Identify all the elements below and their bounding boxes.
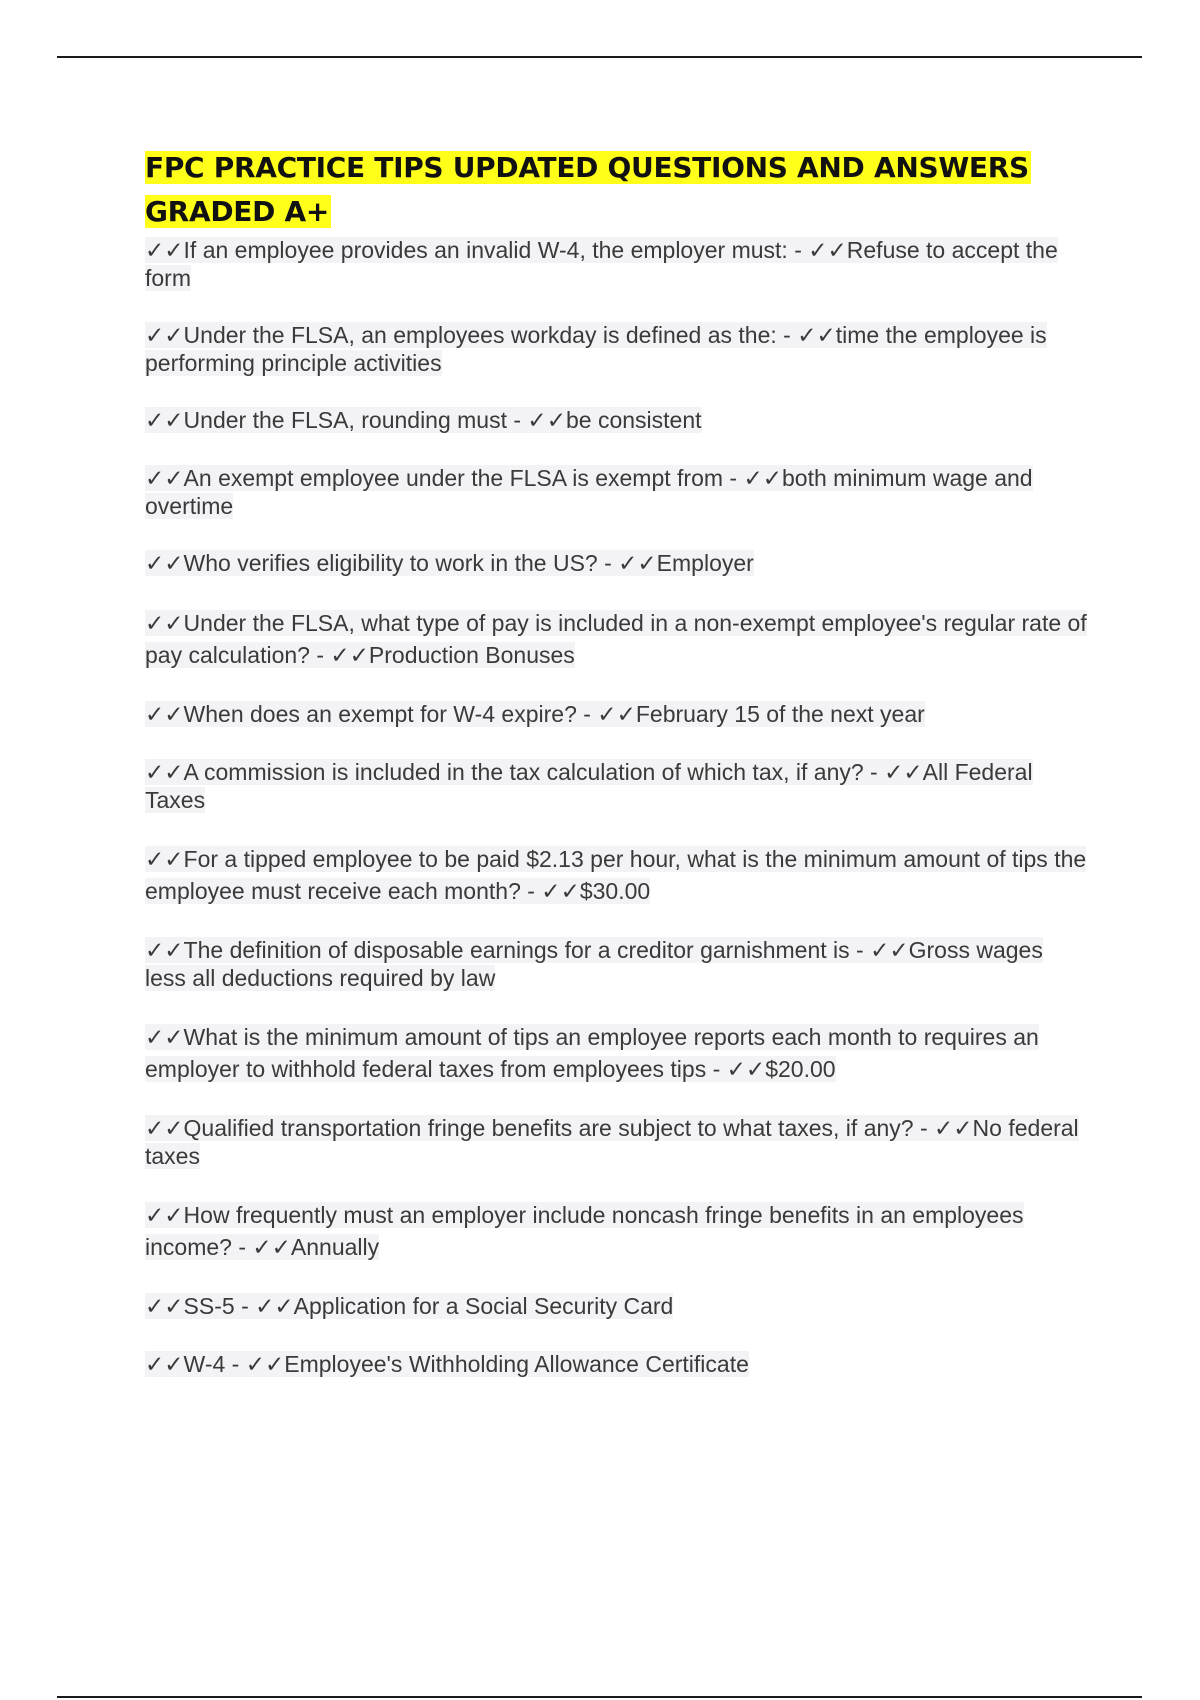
qa-item: ✓✓When does an exempt for W-4 expire? - ✓✓February 15 of the next year [145,701,925,727]
qa-item: ✓✓If an employee provides an invalid W-4, the employer must: - ✓✓Refuse to accept the form [145,237,1058,291]
qa-item: ✓✓For a tipped employee to be paid $2.13 per hour, what is the minimum amount of tips the employee must receive each month? - ✓✓$30.00 [145,846,1087,904]
top-rule [57,56,1142,58]
qa-item: ✓✓SS-5 - ✓✓Application for a Social Security Card [145,1293,674,1319]
qa-item: ✓✓What is the minimum amount of tips an employee reports each month to requires an employer to withhold federal taxes from employees tips - ✓✓$20.00 [145,1024,1039,1082]
qa-item: ✓✓Under the FLSA, an employees workday is defined as the: - ✓✓time the employee is performing principle activities [145,322,1047,376]
qa-item: ✓✓W-4 - ✓✓Employee's Withholding Allowance Certificate [145,1351,749,1377]
qa-item: ✓✓Under the FLSA, rounding must - ✓✓be consistent [145,407,702,433]
qa-item: ✓✓An exempt employee under the FLSA is exempt from - ✓✓both minimum wage and overtime [145,465,1033,519]
qa-item: ✓✓A commission is included in the tax calculation of which tax, if any? - ✓✓All Federal Taxes [145,759,1033,813]
qa-item: ✓✓Qualified transportation fringe benefits are subject to what taxes, if any? - ✓✓No federal taxes [145,1115,1079,1169]
qa-item: ✓✓The definition of disposable earnings for a creditor garnishment is - ✓✓Gross wages less all deductions required by law [145,937,1043,991]
qa-item: ✓✓How frequently must an employer include noncash fringe benefits in an employees income? - ✓✓Annually [145,1202,1024,1260]
qa-item: ✓✓Under the FLSA, what type of pay is included in a non-exempt employee's regular rate of pay calculation? - ✓✓Production Bonuses [145,610,1087,668]
document-body [145,146,1090,1408]
qa-item: ✓✓Who verifies eligibility to work in the US? - ✓✓Employer [145,550,754,576]
bottom-rule [57,1696,1142,1698]
document-title: FPC PRACTICE TIPS UPDATED QUESTIONS AND ANSWERS GRADED A+ [145,151,1029,228]
